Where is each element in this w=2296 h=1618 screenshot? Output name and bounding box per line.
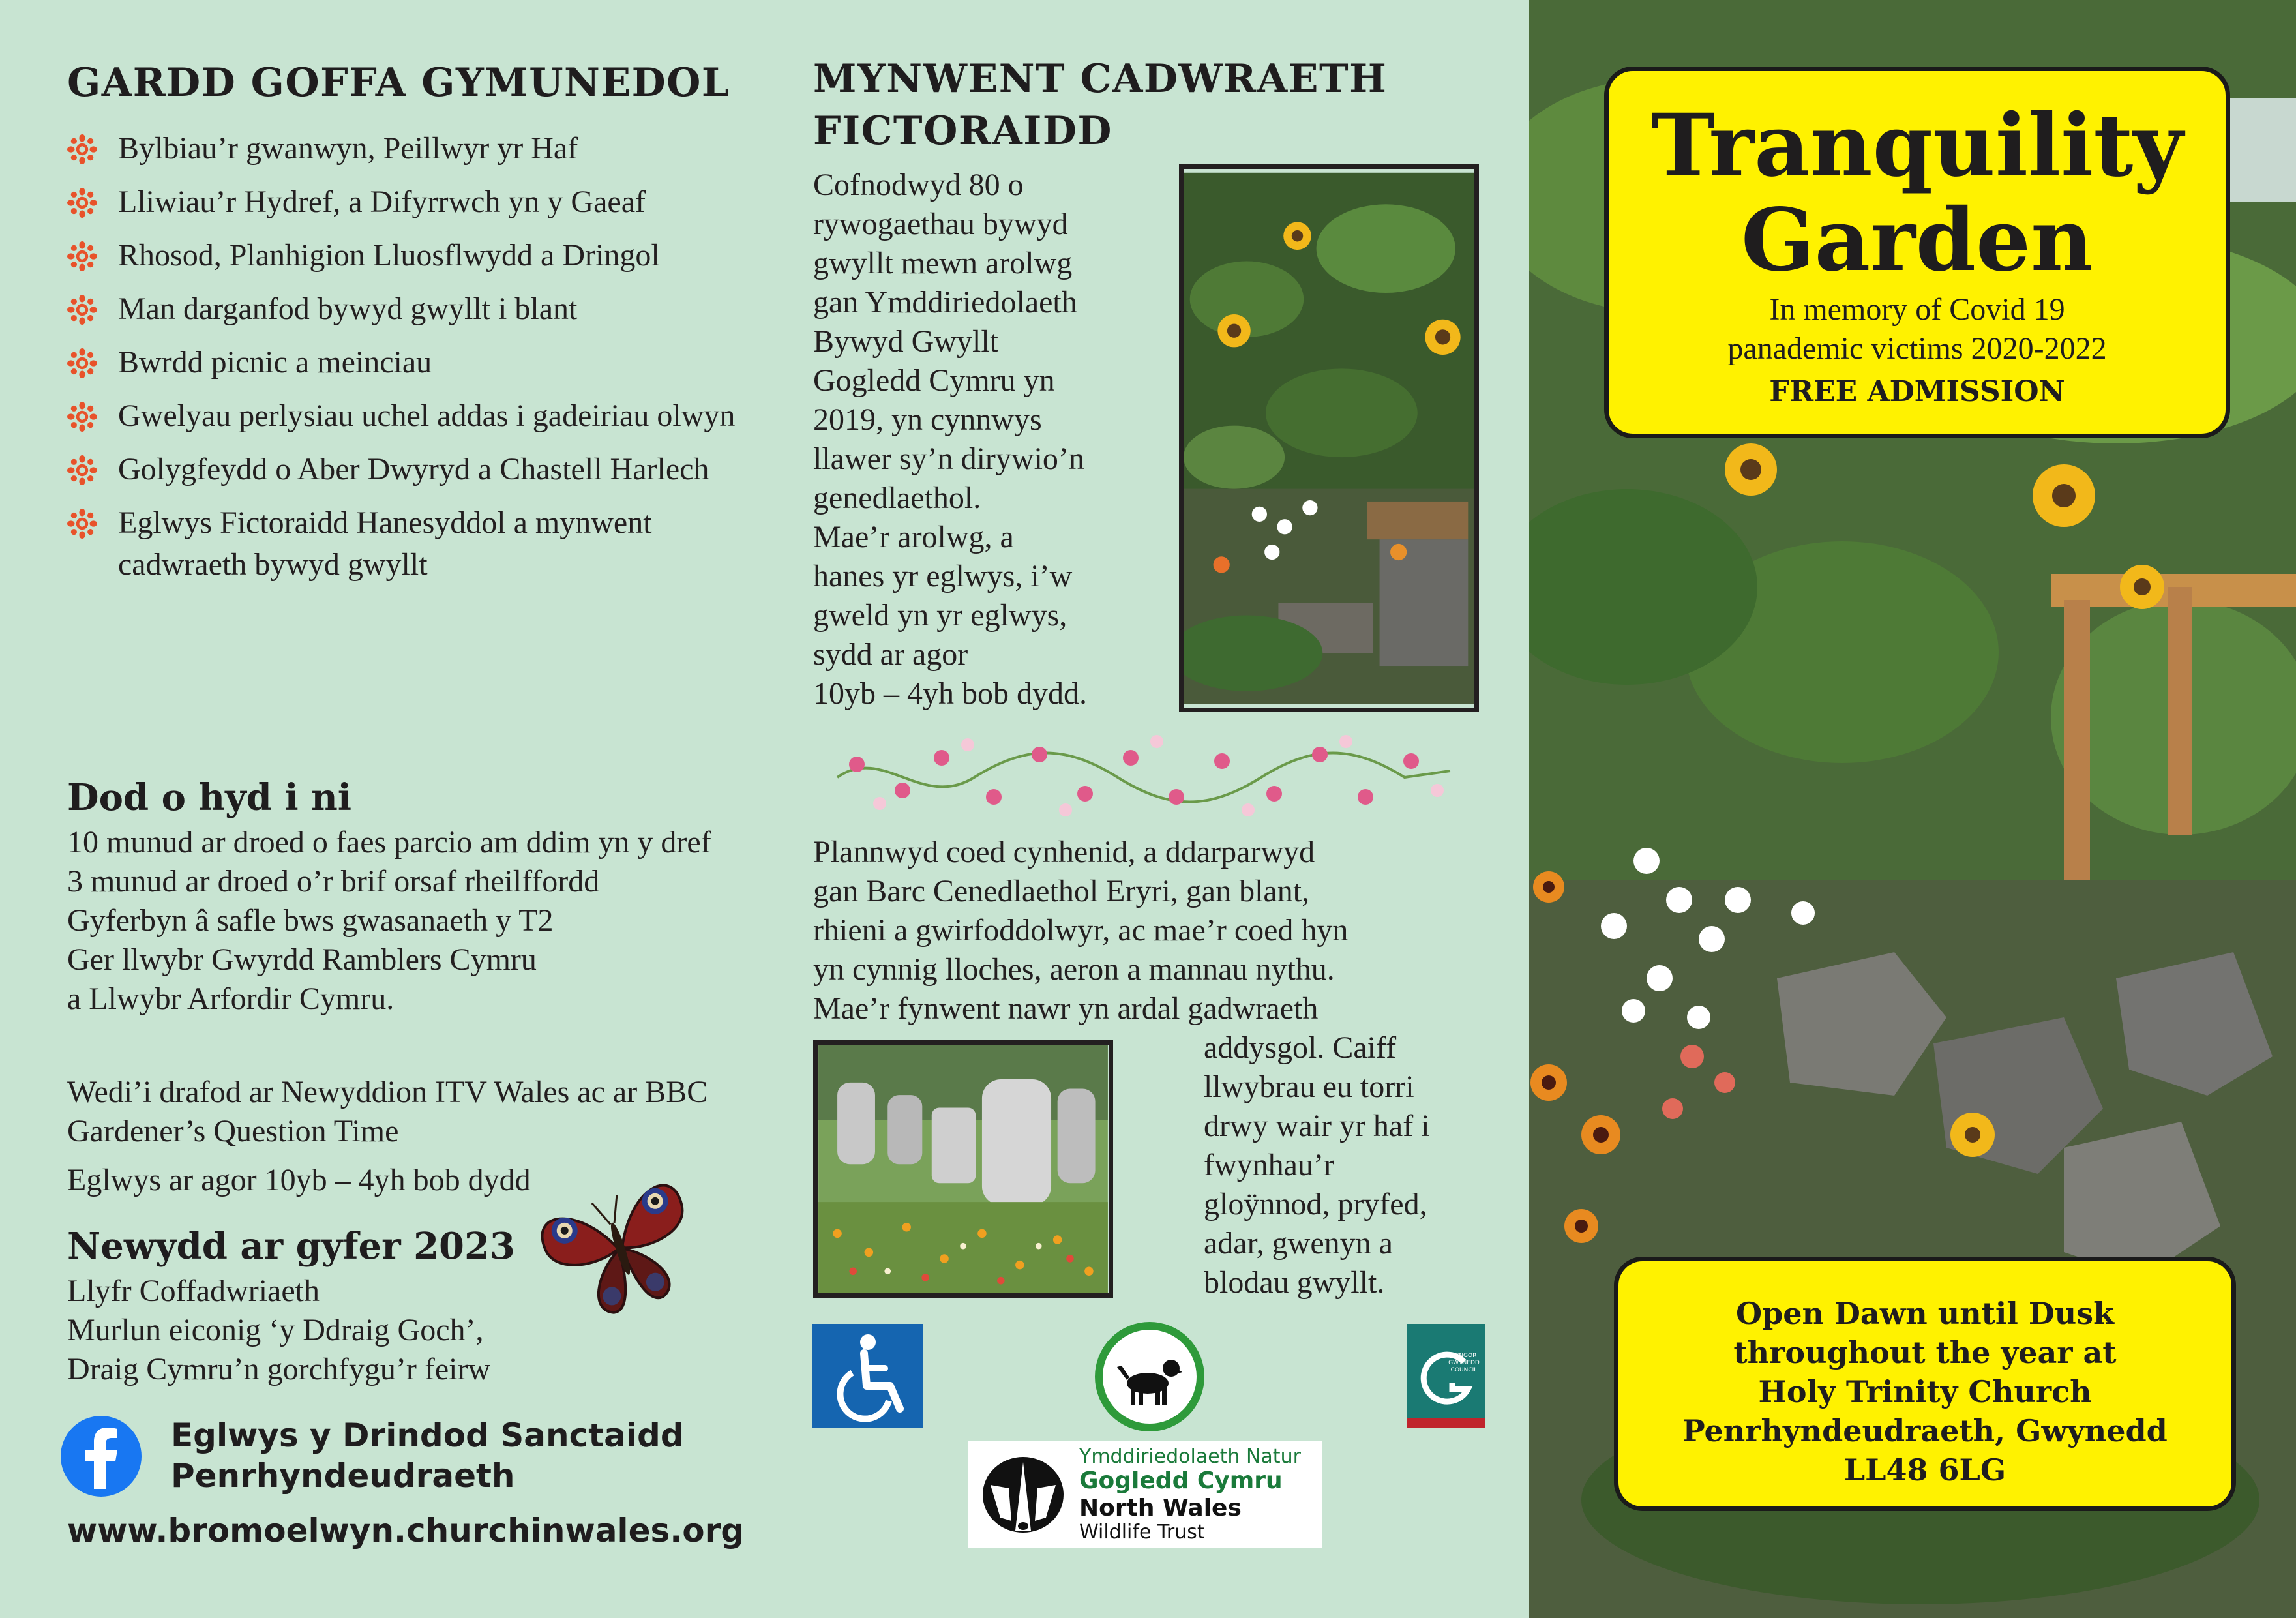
flower-bullet-icon [67,134,97,164]
list-item: Eglwys Fictoraidd Hanesyddol a mynwent cadwraeth bywyd gwyllt [67,502,758,586]
new-for-2023-text: Llyfr Coffadwriaeth Murlun eiconig ‘y Ddraig Goch’, Draig Cymru’n gorchfygu’r feirw [67,1274,491,1386]
address-postcode: LL48 6LG [1843,1452,2006,1488]
memorial-line2: panademic victims 2020-2022 [1727,331,2107,366]
floral-divider-icon [831,719,1457,830]
flower-bullet-icon [67,509,97,539]
features-list [67,128,758,597]
list-item: Rhosod, Planhigion Lluosflwydd a Dringol [67,235,758,277]
wildlife-trust-welsh-line1: Ymddiriedolaeth Natur [1079,1445,1301,1468]
council-label: CYNGOR GWYNEDD COUNCIL [1448,1353,1480,1373]
title-line1: Tranquility [1650,95,2184,196]
middle-panel [776,0,1529,1618]
gwynedd-council-logo [1407,1324,1485,1428]
directions-text: 10 munud ar droed o faes parcio am ddim yn y dref 3 munud ar droed o’r brif orsaf rheilffordd Gyferbyn â safle bws gwasanaeth y T2 Ger llwybr Gwyrdd Ramblers Cymru a Llwybr Arfordir Cymru. [67,825,711,1016]
memorial-line1: In memory of Covid 19 [1769,292,2065,327]
flower-bullet-icon [67,348,97,378]
graveyard-image [818,1045,1109,1293]
list-item: Golygfeydd o Aber Dwyryd a Chastell Harlech [67,449,758,490]
new-for-2023-heading: Newydd ar gyfer 2023 [67,1225,515,1268]
website-link[interactable]: www.bromoelwyn.churchinwales.org [67,1512,745,1550]
facebook-page-name-line1[interactable]: Eglwys y Drindod Sanctaidd [171,1416,684,1454]
wildlife-trust-english-line2: Wildlife Trust [1079,1521,1205,1544]
flower-bullet-icon [67,402,97,432]
wildlife-trust-logo [968,1441,1322,1548]
conservation-heading-line2: FICTORAIDD [813,108,1112,154]
list-item: Lliwiau’r Hydref, a Difyrrwch yn y Gaeaf [67,181,758,223]
free-admission-label: FREE ADMISSION [1769,375,2065,408]
trees-paragraph: Plannwyd coed cynhenid, a ddarparwyd gan Barc Cenedlaethol Eryri, gan blant, rhieni a gwirfoddolwyr, ac mae’r coed hyn yn cynnig lloches, aeron a mannau nythu. Mae’r fynwent nawr yn ardal gadwraeth [813,835,1349,1026]
conservation-heading-line1: MYNWENT CADWRAETH [813,56,1388,102]
left-panel [0,0,776,1618]
opening-hours-box [1614,1257,2236,1511]
dogs-welcome-icon [1094,1321,1205,1432]
garden-cover-panel [1529,0,2296,1618]
wildlife-trust-welsh-line2: Gogledd Cymru [1079,1467,1283,1494]
directions-heading: Dod o hyd i ni [67,776,352,819]
flower-bullet-icon [67,295,97,325]
wheelchair-accessible-icon [812,1324,923,1428]
list-item: Gwelyau perlysiau uchel addas i gadeiriau olwyn [67,395,758,437]
opening-hours-line2: throughout the year at [1733,1335,2117,1370]
graveyard-photo [813,1040,1113,1298]
list-item: Man darganfod bywyd gwyllt i blant [67,288,758,330]
survey-paragraph: Cofnodwyd 80 o rywogaethau bywyd gwyllt mewn arolwg gan Ymddiriedolaeth Bywyd Gwyllt Gogledd Cymru yn 2019, yn cynnwys llawer sy’n dirywio’n genedlaethol. Mae’r arolwg, a hanes yr eglwys, i’w gweld yn yr eglwys, sydd ar agor 10yb – 4yh bob dydd. [813,168,1087,711]
church-hours-text: Eglwys ar agor 10yb – 4yh bob dydd [67,1163,531,1197]
media-mentions-text: Wedi’i drafod ar Newyddion ITV Wales ac ar BBC Gardener’s Question Time [67,1075,708,1148]
sunflower-photo [1179,164,1479,712]
list-item: Bylbiau’r gwanwyn, Peillwyr yr Haf [67,128,758,170]
address-church: Holy Trinity Church [1758,1374,2092,1409]
list-item: Bwrdd picnic a meinciau [67,342,758,383]
facebook-icon[interactable] [59,1414,143,1499]
title-box [1604,67,2230,438]
flower-bullet-icon [67,455,97,485]
address-town: Penrhyndeudraeth, Gwynedd [1682,1413,2168,1448]
opening-hours-line1: Open Dawn until Dusk [1736,1296,2114,1331]
title-line2: Garden [1740,190,2094,291]
garden-heading: GARDD GOFFA GYMUNEDOL [67,60,730,106]
paths-paragraph: addysgol. Caiff llwybrau eu torri drwy wair yr haf i fwynhau’r gloÿnnod, pryfed, adar, gwenyn a blodau gwyllt. [1204,1030,1430,1300]
badger-icon [977,1449,1069,1540]
flower-bullet-icon [67,188,97,218]
flower-bullet-icon [67,241,97,271]
facebook-page-name-line2[interactable]: Penrhyndeudraeth [171,1457,515,1495]
sunflower-garden-image [1184,169,1474,708]
wildlife-trust-english-line1: North Wales [1079,1495,1242,1521]
